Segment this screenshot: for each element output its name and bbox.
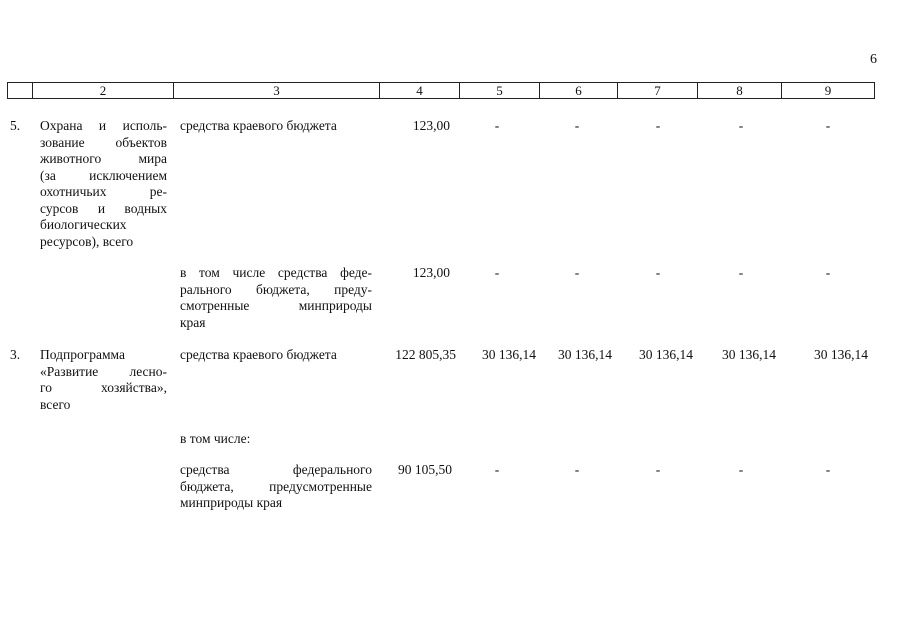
- funding-source-line: рального бюджета, преду-: [180, 281, 372, 297]
- row-name: [40, 347, 167, 413]
- value-col7: 30 136,14: [639, 347, 693, 362]
- funding-source-line: бюджета, предусмотренные: [180, 478, 372, 494]
- value-col6: 30 136,14: [558, 347, 612, 362]
- row-name-line: ресурсов), всего: [40, 233, 134, 249]
- header-col-3: 3: [174, 83, 380, 98]
- value-col8: 30 136,14: [722, 347, 776, 362]
- row-index: 5.: [10, 118, 21, 133]
- value-col6: -: [574, 265, 580, 280]
- funding-source-line: минприроды края: [180, 495, 283, 510]
- header-col-4: 4: [380, 83, 460, 98]
- value-col6: -: [574, 118, 580, 133]
- row-name-line: животного мира: [40, 151, 167, 166]
- row-name-line: (за исключением: [40, 167, 167, 183]
- value-col9: -: [825, 118, 831, 133]
- funding-source: в том числе:: [180, 431, 251, 446]
- row-name-line: зование объектов: [40, 134, 167, 150]
- value-col5: 30 136,14: [482, 347, 536, 362]
- value-col5: -: [494, 265, 500, 280]
- value-col5: -: [494, 118, 500, 133]
- value-col9: -: [825, 462, 831, 477]
- funding-source-line: смотренные минприроды: [180, 298, 372, 313]
- value-col9: -: [825, 265, 831, 280]
- row-name-line: «Развитие лесно-: [40, 363, 167, 379]
- value-col7: -: [655, 118, 661, 133]
- header-col-6: 6: [540, 83, 618, 98]
- funding-source: [180, 265, 372, 331]
- value-col8: -: [738, 462, 744, 477]
- header-col-9: 9: [824, 83, 832, 98]
- funding-source: [180, 462, 372, 512]
- value-col5: -: [494, 462, 500, 477]
- row-name-line: всего: [40, 396, 71, 412]
- value-col7: -: [655, 462, 661, 477]
- value-col8: -: [738, 265, 744, 280]
- header-col-5: 5: [460, 83, 540, 98]
- row-name-line: Охрана и исполь-: [40, 118, 167, 133]
- value-col4: 123,00: [412, 118, 450, 133]
- funding-source-line: средства федерального: [180, 462, 372, 477]
- value-col9: 30 136,14: [814, 347, 868, 362]
- header-col-8: 8: [698, 83, 782, 98]
- funding-source: средства краевого бюджета: [180, 347, 337, 362]
- value-col8: -: [738, 118, 744, 133]
- value-col4: 123,00: [412, 265, 450, 280]
- table-header-row: [7, 82, 875, 99]
- row-name-line: го хозяйства»,: [40, 380, 167, 395]
- row-name-line: сурсов и водных: [40, 200, 167, 216]
- row-name-line: Подпрограмма: [40, 347, 125, 362]
- funding-source: средства краевого бюджета: [180, 118, 337, 133]
- header-col-7: 7: [618, 83, 698, 98]
- header-col-2: 2: [33, 83, 174, 98]
- funding-source-line: в том числе средства феде-: [180, 265, 372, 280]
- value-col4: 122 805,35: [395, 347, 456, 362]
- value-col4: 90 105,50: [398, 462, 452, 477]
- row-name: [40, 118, 167, 250]
- funding-source-line: края: [180, 314, 206, 330]
- row-name-line: охотничьих ре-: [40, 184, 167, 199]
- value-col6: -: [574, 462, 580, 477]
- row-index: 3.: [10, 347, 21, 362]
- value-col7: -: [655, 265, 661, 280]
- page-number: 6: [870, 52, 877, 67]
- row-name-line: биологических: [40, 217, 127, 232]
- header-col-1: [8, 83, 33, 98]
